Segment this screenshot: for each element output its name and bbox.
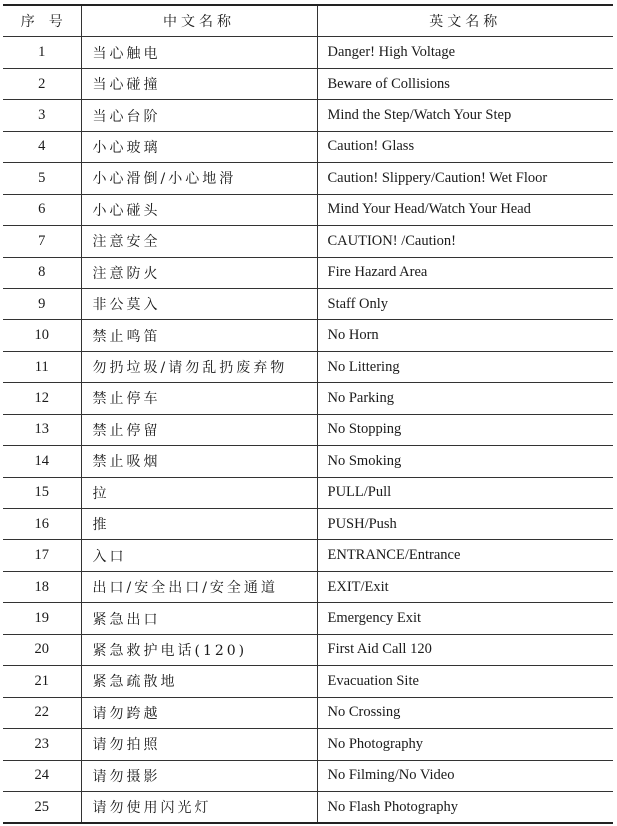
row-number: 1 [3,37,81,68]
table-row [3,414,613,445]
english-name-cell: No Parking [317,383,613,414]
chinese-name-cell: 非公莫入 [81,288,317,319]
english-name-cell: Fire Hazard Area [317,257,613,288]
chinese-name-cell: 推 [81,509,317,540]
chinese-name-cell: 禁止停留 [81,414,317,445]
chinese-name-cell: 请勿摄影 [81,760,317,791]
table-row [3,351,613,382]
english-name-cell: Evacuation Site [317,666,613,697]
chinese-name-cell: 注意防火 [81,257,317,288]
chinese-name-cell: 小心滑倒/小心地滑 [81,163,317,194]
chinese-name-cell: 小心碰头 [81,194,317,225]
english-name-cell: No Horn [317,320,613,351]
chinese-name-cell: 请勿跨越 [81,697,317,728]
chinese-name-cell: 紧急出口 [81,603,317,634]
chinese-name-cell: 勿扔垃圾/请勿乱扔废弃物 [81,351,317,382]
row-number: 15 [3,477,81,508]
row-number: 14 [3,446,81,477]
chinese-name-cell: 拉 [81,477,317,508]
chinese-name-cell: 禁止吸烟 [81,446,317,477]
table-row [3,68,613,99]
english-name-cell: No Filming/No Video [317,760,613,791]
header-row [3,5,613,37]
english-name-cell: No Stopping [317,414,613,445]
english-name-cell: Caution! Slippery/Caution! Wet Floor [317,163,613,194]
row-number: 10 [3,320,81,351]
english-name-cell: Caution! Glass [317,131,613,162]
table-row [3,760,613,791]
row-number: 8 [3,257,81,288]
table-row [3,571,613,602]
table-row [3,131,613,162]
row-number: 9 [3,288,81,319]
english-name-cell: Staff Only [317,288,613,319]
table-row [3,383,613,414]
chinese-name-cell: 请勿拍照 [81,729,317,760]
table-row [3,226,613,257]
english-name-cell: Mind the Step/Watch Your Step [317,100,613,131]
table-row [3,194,613,225]
row-number: 11 [3,351,81,382]
chinese-name-cell: 出口/安全出口/安全通道 [81,571,317,602]
row-number: 16 [3,509,81,540]
chinese-name-cell: 注意安全 [81,226,317,257]
english-name-cell: PUSH/Push [317,509,613,540]
chinese-name-cell: 禁止停车 [81,383,317,414]
english-name-cell: No Photography [317,729,613,760]
table-row [3,666,613,697]
english-name-cell: No Smoking [317,446,613,477]
table-row [3,697,613,728]
english-name-cell: Emergency Exit [317,603,613,634]
english-name-cell: CAUTION! /Caution! [317,226,613,257]
row-number: 19 [3,603,81,634]
english-name-cell: ENTRANCE/Entrance [317,540,613,571]
row-number: 17 [3,540,81,571]
english-name-cell: Beware of Collisions [317,68,613,99]
chinese-name-cell: 请勿使用闪光灯 [81,791,317,823]
table-header [3,5,613,37]
row-number: 13 [3,414,81,445]
chinese-name-cell: 当心台阶 [81,100,317,131]
english-name-cell: PULL/Pull [317,477,613,508]
english-name-cell: Mind Your Head/Watch Your Head [317,194,613,225]
table-row [3,320,613,351]
row-number: 20 [3,634,81,665]
table-row [3,37,613,68]
table-row [3,509,613,540]
row-number: 12 [3,383,81,414]
chinese-name-cell: 当心碰撞 [81,68,317,99]
signage-translation-table [3,4,613,824]
row-number: 25 [3,791,81,823]
row-number: 2 [3,68,81,99]
table-row [3,163,613,194]
chinese-name-cell: 当心触电 [81,37,317,68]
table-row [3,540,613,571]
row-number: 4 [3,131,81,162]
english-name-cell: No Crossing [317,697,613,728]
chinese-name-cell: 紧急疏散地 [81,666,317,697]
row-number: 22 [3,697,81,728]
row-number: 7 [3,226,81,257]
english-name-cell: No Flash Photography [317,791,613,823]
english-name-cell: EXIT/Exit [317,571,613,602]
chinese-name-cell: 小心玻璃 [81,131,317,162]
header-english-name: 英文名称 [317,5,613,37]
row-number: 5 [3,163,81,194]
row-number: 21 [3,666,81,697]
english-name-cell: First Aid Call 120 [317,634,613,665]
chinese-name-cell: 禁止鸣笛 [81,320,317,351]
row-number: 3 [3,100,81,131]
header-number: 序号 [3,5,81,37]
chinese-name-cell: 紧急救护电话(120) [81,634,317,665]
table-row [3,100,613,131]
row-number: 23 [3,729,81,760]
table-row [3,446,613,477]
table-row [3,603,613,634]
chinese-name-cell: 入口 [81,540,317,571]
header-chinese-name: 中文名称 [81,5,317,37]
table-row [3,791,613,823]
english-name-cell: Danger! High Voltage [317,37,613,68]
table-row [3,288,613,319]
row-number: 18 [3,571,81,602]
table-body [3,37,613,823]
table-row [3,477,613,508]
english-name-cell: No Littering [317,351,613,382]
row-number: 6 [3,194,81,225]
row-number: 24 [3,760,81,791]
table-row [3,257,613,288]
table-row [3,634,613,665]
table-row [3,729,613,760]
